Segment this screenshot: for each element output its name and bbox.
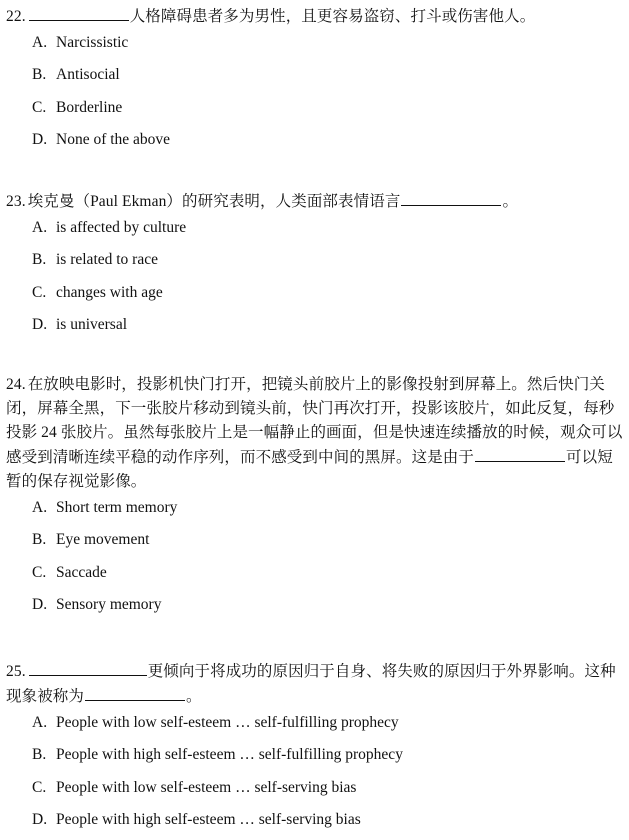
option-text: None of the above (56, 130, 171, 148)
answer-blank-second (85, 684, 185, 701)
option-letter: D. (32, 810, 48, 828)
option-letter: B. (32, 66, 47, 84)
question-stem (6, 4, 624, 29)
option-a[interactable] (6, 216, 624, 248)
option-letter: C. (32, 98, 47, 116)
option-text: is affected by culture (56, 219, 187, 236)
question-23 (6, 189, 624, 345)
option-letter: D. (32, 595, 48, 613)
option-text: Sensory memory (56, 595, 162, 613)
option-text: People with high self-esteem … self-fulfilling prophecy (56, 746, 403, 764)
option-a[interactable] (6, 31, 624, 63)
option-c[interactable] (6, 776, 624, 808)
option-b[interactable] (6, 248, 624, 280)
option-letter: D. (32, 315, 48, 333)
option-text: Short term memory (56, 499, 178, 516)
question-22 (6, 4, 624, 160)
option-text: People with low self-esteem … self-fulfilling prophecy (56, 714, 399, 731)
question-stem (6, 659, 624, 709)
option-a[interactable] (6, 711, 624, 743)
option-a[interactable] (6, 496, 624, 528)
option-text: is universal (56, 315, 128, 333)
option-text: Borderline (56, 98, 123, 116)
answer-blank (401, 189, 501, 206)
question-number: 25. (6, 663, 26, 680)
option-letter: D. (32, 130, 48, 148)
option-letter: A. (32, 714, 48, 731)
stem-text-end: 可以短暂的保存视觉影像。 (6, 449, 613, 490)
option-list (6, 31, 624, 160)
stem-text: 在放映电影时，投影机快门打开，把镜头前胶片上的影像投射到屏幕上。然后快门关闭，屏幕全黑，下一张胶片移动到镜头前，快门再次打开，投影该胶片，如此反复，每秒投影 24 张胶片。虽然每张胶片上是一幅静止的画面，但是快速连续播放的时候，观众可以感受到清晰连续平稳的动作序列，而不感受到中间的黑屏。这是由于 (6, 376, 623, 466)
option-letter: A. (32, 219, 48, 236)
option-d[interactable] (6, 313, 624, 345)
option-text: changes with age (56, 283, 163, 301)
question-24 (6, 373, 624, 625)
option-b[interactable] (6, 63, 624, 95)
option-b[interactable] (6, 528, 624, 560)
option-letter: C. (32, 563, 47, 581)
option-letter: C. (32, 283, 47, 301)
stem-text: 埃克曼（Paul Ekman）的研究表明，人类面部表情语言 (27, 193, 401, 210)
option-letter: A. (32, 499, 48, 516)
option-letter: B. (32, 251, 47, 269)
option-list (6, 711, 624, 840)
answer-blank (29, 4, 129, 21)
question-number: 23. (6, 193, 26, 210)
stem-text: 更倾向于将成功的原因归于自身、将失败的原因归于外界影响。这种现象被称为 (6, 663, 616, 705)
option-letter: B. (32, 531, 47, 549)
option-b[interactable] (6, 743, 624, 775)
answer-blank (475, 445, 565, 462)
option-text: is related to race (56, 251, 158, 269)
question-number: 24. (6, 376, 26, 393)
question-stem (6, 189, 624, 214)
stem-text-end: 。 (186, 688, 202, 705)
option-d[interactable] (6, 593, 624, 625)
option-text: Antisocial (56, 66, 120, 84)
option-c[interactable] (6, 281, 624, 313)
option-text: Narcissistic (56, 34, 129, 51)
option-text: Saccade (56, 563, 107, 581)
question-25 (6, 659, 624, 840)
option-c[interactable] (6, 96, 624, 128)
stem-text-end: 。 (502, 193, 519, 210)
option-text: People with high self-esteem … self-serving bias (56, 810, 361, 828)
question-stem (6, 373, 624, 494)
option-d[interactable] (6, 128, 624, 160)
answer-blank-first (29, 659, 147, 676)
option-letter: C. (32, 778, 47, 796)
option-letter: B. (32, 746, 47, 764)
option-text: People with low self-esteem … self-serving bias (56, 778, 357, 796)
stem-text: 人格障碍患者多为男性，且更容易盗窃、打斗或伤害他人。 (129, 8, 536, 25)
question-number: 22. (6, 8, 26, 25)
option-list (6, 496, 624, 625)
option-text: Eye movement (56, 531, 150, 549)
option-c[interactable] (6, 561, 624, 593)
option-list (6, 216, 624, 345)
option-letter: A. (32, 34, 48, 51)
option-d[interactable] (6, 808, 624, 840)
